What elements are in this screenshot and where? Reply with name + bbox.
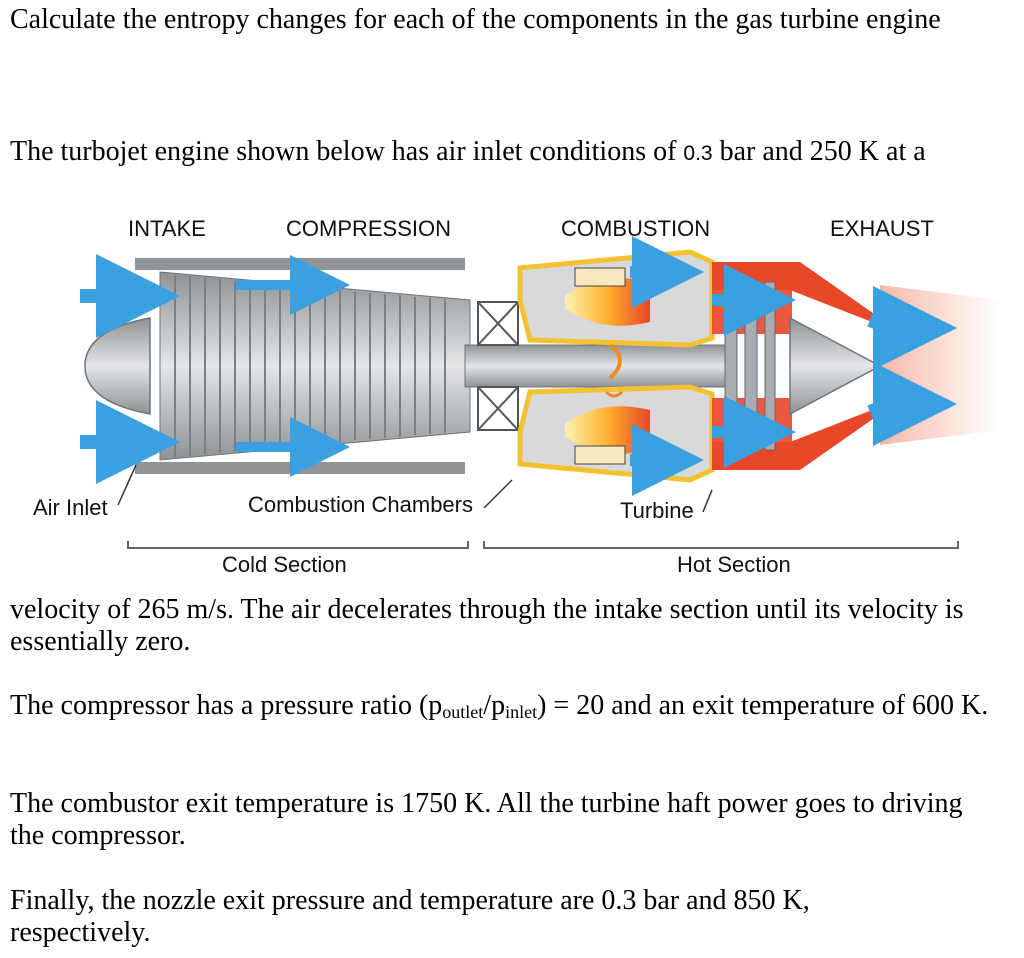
compressor-body [160, 272, 470, 460]
callout-air-inlet: Air Inlet [33, 495, 108, 520]
para2-sub-inlet: inlet [505, 702, 538, 722]
question-title: Calculate the entropy changes for each of the components in the gas turbine engine [10, 4, 941, 35]
paragraph-nozzle: Finally, the nozzle exit pressure and temperature are 0.3 bar and 850 K, respectively. [10, 885, 810, 948]
stage-label-intake: INTAKE [128, 216, 206, 241]
stage-label-combustion: COMBUSTION [561, 216, 711, 241]
burner-bottom [575, 446, 625, 464]
para2-slash: /p [483, 690, 506, 721]
main-shaft [465, 345, 725, 387]
stage-label-exhaust: EXHAUST [830, 216, 934, 241]
stage-label-compression: COMPRESSION [286, 216, 452, 241]
para2-a: The compressor has a pressure ratio (p [10, 690, 443, 721]
paragraph-combustor: The combustor exit temperature is 1750 K. All the turbine haft power goes to driving the compressor. [10, 788, 963, 851]
section-label-cold: Cold Section [222, 552, 347, 577]
para1-after: bar and 250 K at a [719, 136, 926, 167]
intake-spinner [85, 318, 150, 414]
para1-value: 0.3 [683, 142, 713, 165]
para2-sub-outlet: outlet [442, 702, 484, 722]
callout-combustion-chambers: Combustion Chambers [248, 492, 473, 517]
callout-turbine: Turbine [620, 498, 694, 523]
tail-cone [790, 318, 880, 414]
intake-casing-bottom [135, 462, 465, 474]
section-label-hot: Hot Section [677, 552, 791, 577]
section-brackets [128, 541, 958, 548]
para1-before: The turbojet engine shown below has air inlet conditions of [10, 136, 677, 167]
burner-top [575, 268, 625, 286]
paragraph-inlet-velocity: velocity of 265 m/s. The air decelerates through the intake section until its velocity is essentially zero. [10, 594, 964, 657]
exhaust-glow [880, 285, 1000, 445]
intake-casing-top [135, 258, 465, 270]
para2-b: ) = 20 and an exit temperature of 600 K. [537, 690, 989, 721]
paragraph-compressor [10, 690, 1010, 728]
